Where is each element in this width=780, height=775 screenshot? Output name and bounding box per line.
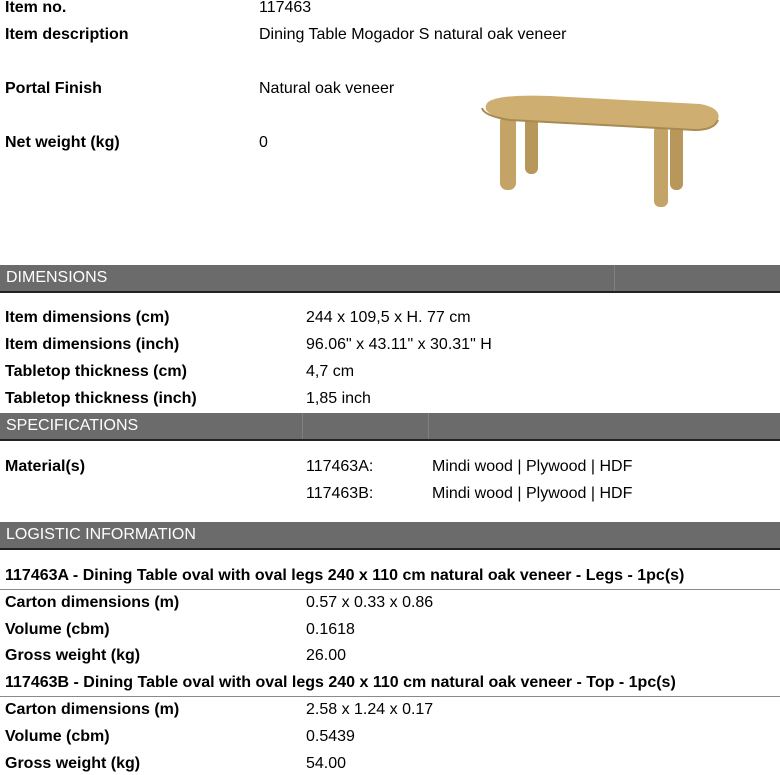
material-value: Mindi wood | Plywood | HDF (432, 485, 633, 502)
item-description-label: Item description (5, 26, 129, 43)
net-weight-label: Net weight (kg) (5, 134, 120, 151)
dimensions-section-header (0, 265, 780, 293)
divider (0, 696, 780, 697)
dimensions-title: DIMENSIONS (6, 269, 108, 286)
logistic-label: Volume (cbm) (5, 728, 110, 745)
item-no-value: 117463 (259, 0, 312, 16)
logistic-label: Gross weight (kg) (5, 647, 141, 664)
logistic-section-header (0, 522, 780, 550)
material-code: 117463A: (306, 458, 374, 475)
materials-label: Material(s) (5, 458, 86, 475)
logistic-value: 0.1618 (306, 621, 355, 638)
dimension-value: 4,7 cm (306, 363, 355, 380)
dimension-label: Item dimensions (inch) (5, 336, 180, 353)
specifications-title: SPECIFICATIONS (6, 417, 139, 434)
logistic-value: 54.00 (306, 755, 347, 772)
dimension-label: Item dimensions (cm) (5, 309, 170, 326)
logistic-label: Carton dimensions (m) (5, 701, 180, 718)
package-title: 117463A - Dining Table oval with oval legs 240 x 110 cm natural oak veneer - Legs - 1pc(s) (5, 567, 685, 584)
dimension-value: 244 x 109,5 x H. 77 cm (306, 309, 471, 326)
package-title: 117463B - Dining Table oval with oval legs 240 x 110 cm natural oak veneer - Top - 1pc(s) (5, 674, 676, 691)
column-divider (428, 413, 429, 439)
portal-finish-label: Portal Finish (5, 80, 102, 97)
dimension-label: Tabletop thickness (inch) (5, 390, 197, 407)
dimension-value: 1,85 inch (306, 390, 371, 407)
divider (0, 589, 780, 590)
dimension-label: Tabletop thickness (cm) (5, 363, 187, 380)
portal-finish-value: Natural oak veneer (259, 80, 395, 97)
column-divider (614, 265, 615, 291)
material-code: 117463B: (306, 485, 374, 502)
dimension-value: 96.06" x 43.11" x 30.31" H (306, 336, 492, 353)
logistic-value: 26.00 (306, 647, 347, 664)
logistic-label: Gross weight (kg) (5, 755, 141, 772)
logistic-label: Volume (cbm) (5, 621, 110, 638)
logistic-title: LOGISTIC INFORMATION (6, 526, 196, 543)
logistic-value: 0.5439 (306, 728, 355, 745)
net-weight-value: 0 (259, 134, 268, 151)
material-value: Mindi wood | Plywood | HDF (432, 458, 633, 475)
item-no-label: Item no. (5, 0, 67, 16)
product-image (470, 90, 730, 215)
specifications-section-header (0, 413, 780, 441)
logistic-value: 0.57 x 0.33 x 0.86 (306, 594, 434, 611)
item-description-value: Dining Table Mogador S natural oak veneer (259, 26, 567, 43)
column-divider (302, 413, 303, 439)
logistic-value: 2.58 x 1.24 x 0.17 (306, 701, 434, 718)
logistic-label: Carton dimensions (m) (5, 594, 180, 611)
